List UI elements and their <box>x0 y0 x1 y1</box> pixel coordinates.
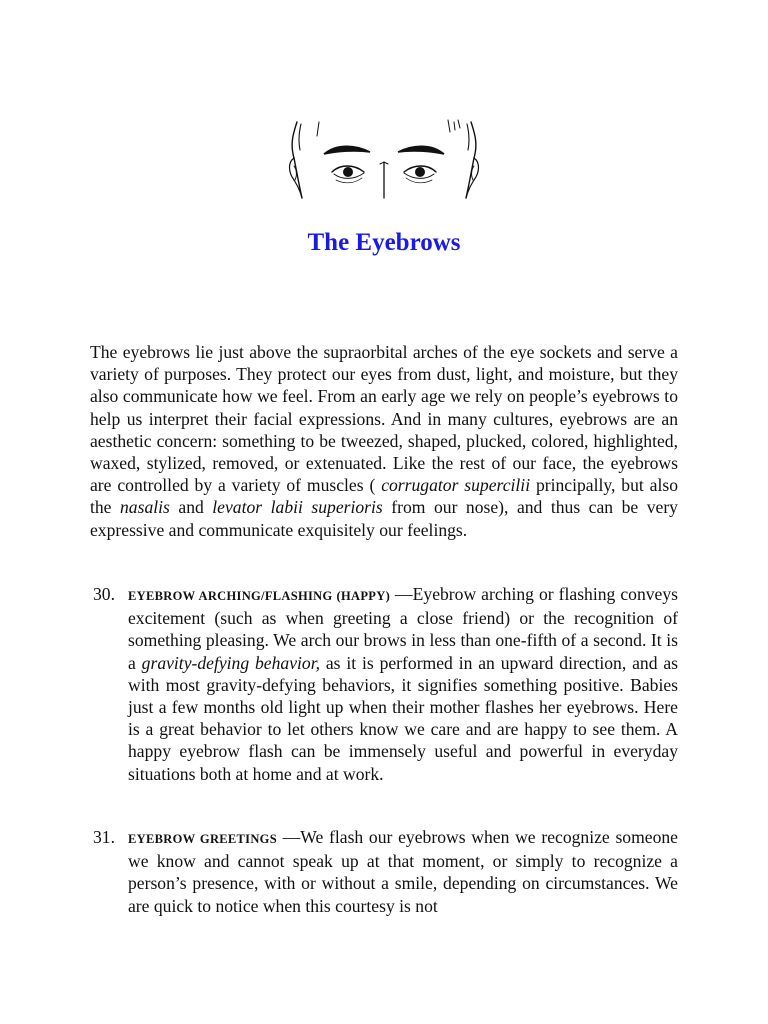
entry-text: —We flash our eyebrows when we recognize someone we know and cannot speak up at that moment, or simply to recognize a person’s presence, with or without a smile, depending on circumstances. We are quick to notice when this courtesy is not <box>128 827 678 916</box>
entry-body <box>128 826 678 917</box>
intro-text: and <box>169 497 213 518</box>
entry-text: as it is performed in an upward direction, and as with most gravity-defying behaviors, it signifies something positive. Babies just a few months old light up when their mother flashes her eyebrows. Here is a great behavior to let others know we care and are happy to see them. A happy eyebrow flash can be immensely useful and powerful in everyday situations both at home and at work. <box>128 652 678 784</box>
intro-paragraph <box>90 341 678 541</box>
intro-italic-term: levator labii superioris <box>212 497 383 518</box>
intro-text: principally, but also the <box>90 475 678 518</box>
entry-number: 30. <box>93 584 115 604</box>
entry-text: —Eyebrow arching or flashing conveys excitement (such as when greeting a close friend) or the recognition of something pleasing. We arch our brows in less than one-fifth of a second. It is a <box>128 584 678 673</box>
page-title: The Eyebrows <box>307 229 461 256</box>
eyebrows-illustration-icon <box>284 118 484 202</box>
entry-heading: EYEBROW ARCHING/FLASHING (HAPPY) <box>128 589 391 603</box>
entry-heading: EYEBROW GREETINGS <box>128 832 277 846</box>
list-item <box>90 583 678 785</box>
entry-body <box>128 583 678 785</box>
entry-italic-term: gravity-defying behavior, <box>141 652 320 673</box>
intro-italic-term: nasalis <box>120 497 170 518</box>
intro-italic-term: corrugator supercilii <box>381 475 531 496</box>
list-item <box>90 826 678 917</box>
intro-text: from our nose), and thus can be very expressive and communicate exquisitely our feelings. <box>90 497 678 540</box>
entry-number: 31. <box>93 827 115 847</box>
intro-text: The eyebrows lie just above the supraorbital arches of the eye sockets and serve a variety of purposes. They protect our eyes from dust, light, and moisture, but they also communicate how we feel. From an early age we rely on people’s eyebrows to help us interpret their facial expressions. And in many cultures, eyebrows are an aesthetic concern: something to be tweezed, shaped, plucked, colored, highlighted, waxed, stylized, removed, or extenuated. Like the rest of our face, the eyebrows are controlled by a variety of muscles ( <box>90 342 678 496</box>
